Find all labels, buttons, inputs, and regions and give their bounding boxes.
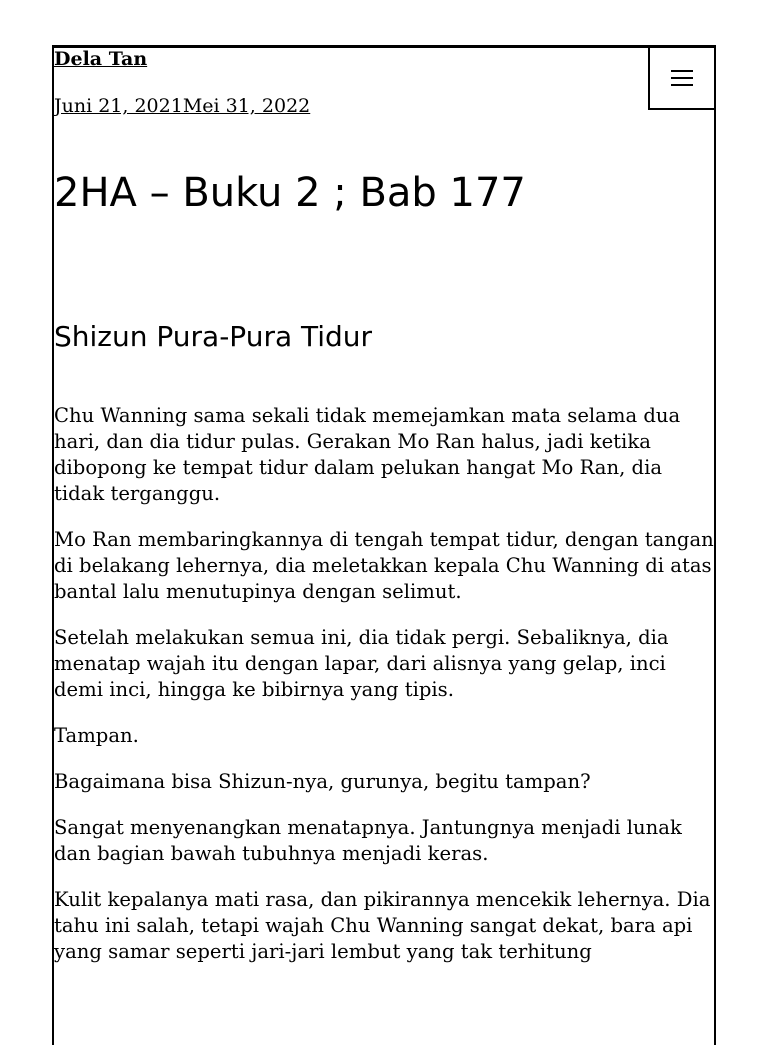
post-title: 2HA – Buku 2 ; Bab 177: [54, 170, 526, 216]
paragraph: Mo Ran membaringkannya di tengah tempat tidur, dengan tangan di belakang lehernya, dia meletakkan kepala Chu Wanning di atas bantal lalu menutupinya dengan selimut.: [54, 528, 714, 603]
menu-toggle-button[interactable]: [648, 45, 716, 110]
author-link[interactable]: Dela Tan: [54, 48, 148, 70]
post-dates-link[interactable]: Juni 21, 2021Mei 31, 2022: [54, 95, 311, 117]
paragraph: Tampan.: [54, 724, 139, 747]
paragraph: Bagaimana bisa Shizun-nya, gurunya, begitu tampan?: [54, 770, 591, 793]
paragraph: Chu Wanning sama sekali tidak memejamkan mata selama dua hari, dan dia tidur pulas. Gerakan Mo Ran halus, jadi ketika dibopong ke tempat tidur dalam pelukan hangat Mo Ran, dia tidak terganggu.: [54, 404, 681, 505]
article-body: [54, 403, 716, 985]
chapter-subtitle: Shizun Pura-Pura Tidur: [54, 320, 373, 353]
paragraph: Kulit kepalanya mati rasa, dan pikirannya mencekik lehernya. Dia tahu ini salah, tetapi wajah Chu Wanning sangat dekat, bara api yang samar seperti jari-jari lembut yang tak terhitung: [54, 888, 711, 963]
hamburger-menu-icon: [671, 70, 693, 86]
paragraph: Setelah melakukan semua ini, dia tidak pergi. Sebaliknya, dia menatap wajah itu dengan lapar, dari alisnya yang gelap, inci demi inci, hingga ke bibirnya yang tipis.: [54, 626, 669, 701]
paragraph: Sangat menyenangkan menatapnya. Jantungnya menjadi lunak dan bagian bawah tubuhnya menjadi keras.: [54, 816, 682, 865]
